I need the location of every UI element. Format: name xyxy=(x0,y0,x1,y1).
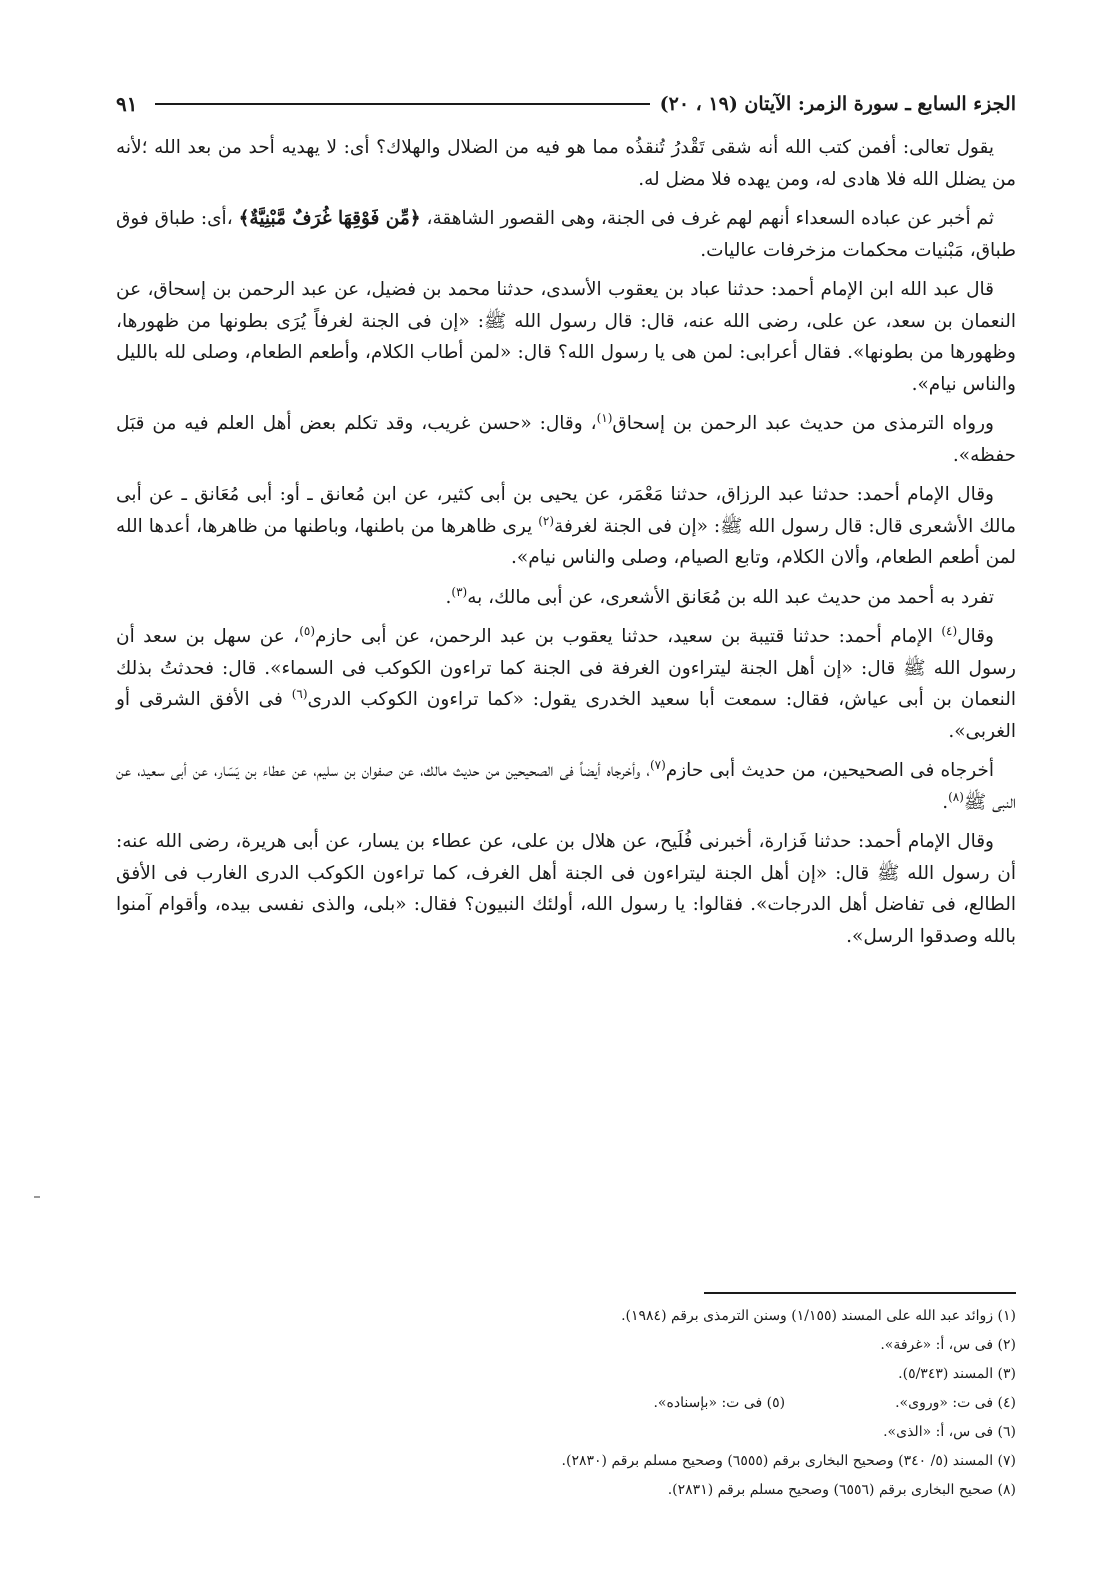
main-text xyxy=(116,132,1016,960)
text-span: . xyxy=(942,791,949,813)
footnote-2: (٢) فى س، أ: «غرفة». xyxy=(880,1337,1016,1353)
text-span: فى الأفق الشرقى أو الغربى». xyxy=(116,689,1016,742)
text-span: وقال xyxy=(957,626,994,647)
text-span: الإمام أحمد: حدثنا قتيبة بن سعيد، حدثنا يعقوب بن عبد الرحمن، عن أبى حازم xyxy=(315,626,942,647)
footnote-4: (٤) فى ت: «وروى». xyxy=(895,1395,1016,1411)
text-span: أخرجاه فى الصحيحين، من حديث أبى حازم xyxy=(665,760,994,781)
paragraph-2 xyxy=(116,203,1016,266)
running-header xyxy=(116,86,1016,122)
paragraph-5 xyxy=(116,479,1016,574)
page-number: ٩١ xyxy=(116,92,138,116)
paragraph-9: وقال الإمام أحمد: حدثنا فَزارة، أخبرنى فُلَيح، عن هلال بن على، عن عطاء بن يسار، عن أبى هريرة، رضى الله عنه: أن رسول الله ﷺ قال: «إن أهل الجنة ليتراءون فى الجنة أهل الغرف، كما تراءون الكوكب الدرى الغارب فى الأفق الطالع، فى تفاضل أهل الدرجات». فقالوا: يا رسول الله، أولئك النبيون؟ فقال: «بلى، والذى نفسى بيده، وأقوام آمنوا بالله وصدقوا الرسل». xyxy=(116,831,1016,947)
text-span: ثم أخبر عن عباده السعداء أنهم لهم غرف فى الجنة، وهى القصور الشاهقة، xyxy=(420,208,994,229)
paragraph-7 xyxy=(116,621,1016,747)
header-rule xyxy=(155,103,649,105)
header-title: الجزء السابع ـ سورة الزمر: الآيتان (١٩ ، ٢٠) xyxy=(659,93,1016,115)
footnotes xyxy=(116,1302,1016,1505)
text-span: ، وأخرجاه أيضاً فى الصحيحين من حديث مالك، عن صفوان بن سليم، عن عطاء بن يَسَار، عن أبى سعيد، عن النبى ﷺ xyxy=(116,760,1016,813)
footnote-5: (٥) فى ت: «بإسناده». xyxy=(653,1395,786,1411)
footnote-ref: (٨) xyxy=(948,789,964,804)
text-span: ورواه الترمذى من حديث عبد الرحمن بن إسحاق xyxy=(612,413,994,434)
footnote-ref: (٢) xyxy=(538,513,555,528)
text-span: ، عن سهل بن سعد أن رسول الله ﷺ قال: «إن أهل الجنة ليتراءون الغرفة فى الجنة كما تراءون الكوكب فى السماء». قال: فحدثتُ بذلك النعمان بن أبى عياش، فقال: سمعت أبا سعيد الخدرى يقول: «كما تراءون الكوكب الدرى xyxy=(116,626,1017,710)
footnote-ref: (٤) xyxy=(941,623,958,638)
paragraph-8 xyxy=(116,755,1016,818)
text-span: . xyxy=(445,586,452,608)
footnote-3: (٣) المسند (٥/٣٤٣). xyxy=(898,1366,1016,1382)
text-span: تفرد به أحمد من حديث عبد الله بن مُعَانق الأشعرى، عن أبى مالك، به xyxy=(467,586,994,608)
footnote-ref: (١) xyxy=(596,410,613,425)
text-span: ،أى: طباق فوق طباق، مَبْنيات محكمات مزخرفات عاليات. xyxy=(116,208,1016,261)
footnote-6: (٦) فى س، أ: «الذى». xyxy=(883,1424,1016,1440)
paragraph-3: قال عبد الله ابن الإمام أحمد: حدثنا عباد بن يعقوب الأسدى، حدثنا محمد بن فضيل، عن عبد الرحمن بن إسحاق، عن النعمان بن سعد، عن على، رضى الله عنه، قال: قال رسول الله ﷺ: «إن فى الجنة لغرفاً يُرَى بطونها من ظهورها، وظهورها من بطونها». فقال أعرابى: لمن هى يا رسول الله؟ قال: «لمن أطاب الكلام، وأطعم الطعام، وصلى لله بالليل والناس نيام». xyxy=(116,279,1016,395)
footnote-row xyxy=(116,1389,1016,1418)
scan-speck xyxy=(34,1196,40,1198)
footnote-ref: (٦) xyxy=(291,686,308,701)
footnote-ref: (٥) xyxy=(299,623,316,638)
quran-verse: ﴿مِّن فَوْقِهَا غُرَفٌ مَّبْنِيَّةٌ﴾ xyxy=(238,208,421,229)
footnote-8: (٨) صحيح البخارى برقم (٦٥٥٦) وصحيح مسلم برقم (٢٨٣١). xyxy=(667,1482,1016,1498)
paragraph-4 xyxy=(116,408,1016,471)
text-span: يرى ظاهرها من باطنها، وباطنها من ظاهرها، أعدها الله لمن أطعم الطعام، وألان الكلام، وتابع الصيام، وصلى والناس نيام». xyxy=(116,515,1016,568)
footnote-ref: (٣) xyxy=(451,584,468,599)
footnote-1: (١) زوائد عبد الله على المسند (١/١٥٥) وسنن الترمذى برقم (١٩٨٤). xyxy=(621,1308,1016,1324)
footnote-separator xyxy=(704,1292,1016,1294)
text-span: وقال الإمام أحمد: حدثنا عبد الرزاق، حدثنا مَعْمَر، عن يحيى بن أبى كثير، عن ابن مُعانق ـ أو: أبى مُعَانق ـ عن أبى مالك الأشعرى قال: قال رسول الله ﷺ: «إن فى الجنة لغرفة xyxy=(116,484,1016,537)
footnote-7: (٧) المسند (٥/ ٣٤٠) وصحيح البخارى برقم (٦٥٥٥) وصحيح مسلم برقم (٢٨٣٠). xyxy=(561,1453,1016,1469)
footnote-ref: (٧) xyxy=(649,757,666,772)
paragraph-6 xyxy=(116,582,1016,614)
paragraph-1: يقول تعالى: أفمن كتب الله أنه شقى تَقْدرُ تُنقذُه مما هو فيه من الضلال والهلاك؟ أى: لا يهديه أحد من بعد الله ؛لأنه من يضلل الله فلا هادى له، ومن يهده فلا مضل له. xyxy=(116,137,1016,190)
text-span: ، وقال: «حسن غريب، وقد تكلم بعض أهل العلم فيه من قبَل حفظه». xyxy=(116,413,1016,466)
